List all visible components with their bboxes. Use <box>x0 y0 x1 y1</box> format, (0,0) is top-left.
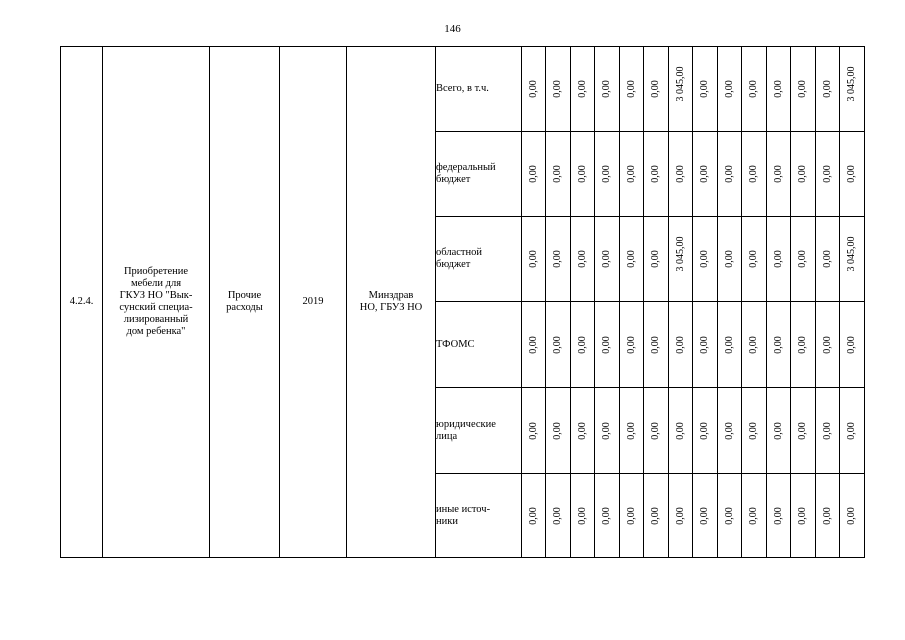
value-text: 0,00 <box>527 335 539 354</box>
year: 2019 <box>280 47 347 558</box>
value-cell <box>791 388 816 474</box>
value-cell <box>571 474 595 558</box>
value-text: 0,00 <box>625 506 637 525</box>
value-text: 0,00 <box>650 165 661 183</box>
value-text: 0,00 <box>527 165 539 183</box>
value-cell <box>718 132 742 217</box>
value-cell <box>595 132 620 217</box>
source-label <box>436 132 522 217</box>
value-text: 3 045,00 <box>674 66 686 102</box>
source-label-line: бюджет <box>436 259 471 270</box>
value-cell <box>620 217 644 302</box>
item-name-line: ГКУЗ НО "Вык- <box>119 290 193 301</box>
source-label <box>436 474 522 558</box>
value-text: 0,00 <box>797 335 808 354</box>
value-cell <box>693 302 718 388</box>
value-text: 0,00 <box>723 80 735 98</box>
value-cell <box>693 47 718 132</box>
value-text: 0,00 <box>821 250 833 268</box>
value-cell <box>669 388 693 474</box>
value-cell <box>595 388 620 474</box>
value-cell <box>546 132 571 217</box>
funding-table <box>60 46 865 558</box>
source-label-line: юридические <box>436 418 496 430</box>
table-body <box>61 47 865 558</box>
value-cell <box>522 132 546 217</box>
value-text: 0,00 <box>821 335 833 354</box>
source-label-line: областной <box>436 247 482 258</box>
value-cell <box>522 302 546 388</box>
value-cell <box>840 47 865 132</box>
value-text: 0,00 <box>748 506 759 525</box>
value-text: 0,00 <box>797 165 808 183</box>
value-cell <box>669 47 693 132</box>
value-text: 0,00 <box>576 335 588 354</box>
value-text: 0,00 <box>821 506 833 525</box>
value-cell <box>840 132 865 217</box>
value-cell <box>791 474 816 558</box>
value-text: 0,00 <box>601 506 612 525</box>
value-cell <box>718 217 742 302</box>
value-text: 0,00 <box>552 335 563 354</box>
value-text: 0,00 <box>797 421 808 440</box>
value-cell <box>791 47 816 132</box>
value-cell <box>791 132 816 217</box>
value-cell <box>693 217 718 302</box>
value-text: 0,00 <box>748 421 759 440</box>
value-text: 0,00 <box>748 250 759 268</box>
value-text: 0,00 <box>674 506 686 525</box>
value-text: 0,00 <box>723 506 735 525</box>
table-row <box>61 47 865 132</box>
value-cell <box>840 217 865 302</box>
value-cell <box>669 132 693 217</box>
source-label <box>436 47 522 132</box>
source-label <box>436 217 522 302</box>
value-text: 0,00 <box>846 506 857 525</box>
value-cell <box>840 474 865 558</box>
value-cell <box>571 47 595 132</box>
value-text: 0,00 <box>699 506 710 525</box>
value-text: 0,00 <box>650 335 661 354</box>
item-name-line: Приобретение <box>123 266 189 277</box>
source-label-line: иные источ- <box>436 503 491 515</box>
value-text: 0,00 <box>723 335 735 354</box>
value-text: 0,00 <box>674 165 686 183</box>
value-text: 0,00 <box>772 506 784 525</box>
value-text: 0,00 <box>552 506 563 525</box>
item-name-line: дом ребенка" <box>126 326 186 337</box>
value-cell <box>693 474 718 558</box>
value-text: 0,00 <box>772 335 784 354</box>
value-cell <box>644 302 669 388</box>
value-cell <box>767 132 791 217</box>
value-cell <box>546 474 571 558</box>
value-text: 0,00 <box>601 250 612 268</box>
value-cell <box>620 132 644 217</box>
value-text: 0,00 <box>552 421 563 440</box>
expense-type <box>210 47 280 558</box>
value-cell <box>816 47 840 132</box>
value-cell <box>571 388 595 474</box>
value-cell <box>742 302 767 388</box>
value-cell <box>522 47 546 132</box>
value-text: 0,00 <box>625 165 637 183</box>
value-text: 0,00 <box>846 421 857 440</box>
value-cell <box>767 474 791 558</box>
source-label-line: федеральный <box>436 162 496 173</box>
value-text: 3 045,00 <box>846 66 857 102</box>
value-cell <box>767 388 791 474</box>
value-cell <box>669 217 693 302</box>
item-name <box>103 47 210 558</box>
value-text: 0,00 <box>552 165 563 183</box>
source-label <box>436 388 522 474</box>
expense-type-line: Прочие <box>227 290 262 301</box>
value-cell <box>595 302 620 388</box>
value-text: 0,00 <box>527 421 539 440</box>
value-cell <box>595 47 620 132</box>
value-text: 0,00 <box>772 165 784 183</box>
value-text: 0,00 <box>846 165 857 183</box>
value-cell <box>644 388 669 474</box>
value-cell <box>742 217 767 302</box>
value-text: 3 045,00 <box>846 236 857 272</box>
executor-line: НО, ГБУЗ НО <box>359 302 423 313</box>
value-text: 0,00 <box>527 80 539 98</box>
value-text: 0,00 <box>601 80 612 98</box>
value-cell <box>791 302 816 388</box>
value-text: 0,00 <box>748 80 759 98</box>
value-text: 0,00 <box>699 335 710 354</box>
value-cell <box>669 474 693 558</box>
source-label-line: ТФОМС <box>436 338 475 350</box>
value-text: 0,00 <box>625 80 637 98</box>
value-cell <box>571 217 595 302</box>
value-cell <box>595 474 620 558</box>
value-text: 0,00 <box>699 421 710 440</box>
item-name-line: сунский специа- <box>119 302 193 313</box>
value-text: 0,00 <box>674 421 686 440</box>
value-cell <box>571 132 595 217</box>
source-label-line: бюджет <box>436 174 471 185</box>
source-label-line: ники <box>436 515 458 527</box>
value-cell <box>620 388 644 474</box>
value-cell <box>620 47 644 132</box>
page-number: 146 <box>444 23 461 35</box>
value-text: 0,00 <box>576 80 588 98</box>
value-text: 0,00 <box>601 165 612 183</box>
value-cell <box>816 132 840 217</box>
value-cell <box>644 132 669 217</box>
value-text: 0,00 <box>576 250 588 268</box>
value-text: 0,00 <box>527 250 539 268</box>
value-text: 0,00 <box>846 335 857 354</box>
value-cell <box>546 47 571 132</box>
value-text: 0,00 <box>772 421 784 440</box>
value-text: 0,00 <box>650 506 661 525</box>
value-text: 0,00 <box>601 335 612 354</box>
value-text: 0,00 <box>748 165 759 183</box>
value-text: 0,00 <box>723 250 735 268</box>
value-text: 0,00 <box>650 421 661 440</box>
value-text: 0,00 <box>552 80 563 98</box>
value-text: 0,00 <box>650 80 661 98</box>
value-cell <box>742 132 767 217</box>
value-cell <box>546 217 571 302</box>
value-cell <box>718 474 742 558</box>
value-cell <box>669 302 693 388</box>
value-text: 0,00 <box>576 165 588 183</box>
value-text: 0,00 <box>576 421 588 440</box>
value-text: 0,00 <box>772 80 784 98</box>
value-cell <box>693 132 718 217</box>
value-cell <box>546 388 571 474</box>
value-cell <box>840 388 865 474</box>
value-text: 0,00 <box>601 421 612 440</box>
value-cell <box>620 302 644 388</box>
source-label <box>436 302 522 388</box>
value-cell <box>522 217 546 302</box>
value-text: 0,00 <box>650 250 661 268</box>
value-text: 0,00 <box>625 250 637 268</box>
value-cell <box>742 47 767 132</box>
value-text: 0,00 <box>625 421 637 440</box>
value-text: 0,00 <box>699 165 710 183</box>
value-text: 0,00 <box>821 80 833 98</box>
source-label-line: Всего, в т.ч. <box>436 83 489 94</box>
value-text: 0,00 <box>699 80 710 98</box>
value-text: 0,00 <box>821 421 833 440</box>
item-name-line: лизированный <box>123 314 189 325</box>
value-cell <box>718 388 742 474</box>
value-cell <box>620 474 644 558</box>
item-code: 4.2.4. <box>61 47 103 558</box>
executor-line: Минздрав <box>368 290 414 301</box>
value-text: 0,00 <box>748 335 759 354</box>
value-cell <box>767 217 791 302</box>
value-cell <box>816 388 840 474</box>
value-cell <box>571 302 595 388</box>
value-cell <box>522 388 546 474</box>
value-cell <box>791 217 816 302</box>
value-cell <box>742 474 767 558</box>
value-text: 0,00 <box>576 506 588 525</box>
value-cell <box>816 302 840 388</box>
value-text: 0,00 <box>797 250 808 268</box>
value-cell <box>718 47 742 132</box>
executor <box>347 47 436 558</box>
value-text: 0,00 <box>821 165 833 183</box>
value-cell <box>595 217 620 302</box>
value-cell <box>816 217 840 302</box>
value-cell <box>767 302 791 388</box>
value-cell <box>816 474 840 558</box>
value-text: 0,00 <box>625 335 637 354</box>
value-text: 0,00 <box>552 250 563 268</box>
value-cell <box>742 388 767 474</box>
value-text: 0,00 <box>772 250 784 268</box>
source-label-line: лица <box>436 430 458 442</box>
value-cell <box>644 47 669 132</box>
expense-type-line: расходы <box>226 302 263 313</box>
value-cell <box>840 302 865 388</box>
value-cell <box>546 302 571 388</box>
value-cell <box>644 474 669 558</box>
value-cell <box>718 302 742 388</box>
value-text: 0,00 <box>527 506 539 525</box>
value-text: 3 045,00 <box>674 236 686 272</box>
value-text: 0,00 <box>797 80 808 98</box>
value-cell <box>644 217 669 302</box>
value-cell <box>522 474 546 558</box>
value-cell <box>693 388 718 474</box>
value-text: 0,00 <box>797 506 808 525</box>
value-text: 0,00 <box>699 250 710 268</box>
value-text: 0,00 <box>723 421 735 440</box>
value-cell <box>767 47 791 132</box>
item-name-line: мебели для <box>130 278 182 289</box>
value-text: 0,00 <box>723 165 735 183</box>
value-text: 0,00 <box>674 335 686 354</box>
